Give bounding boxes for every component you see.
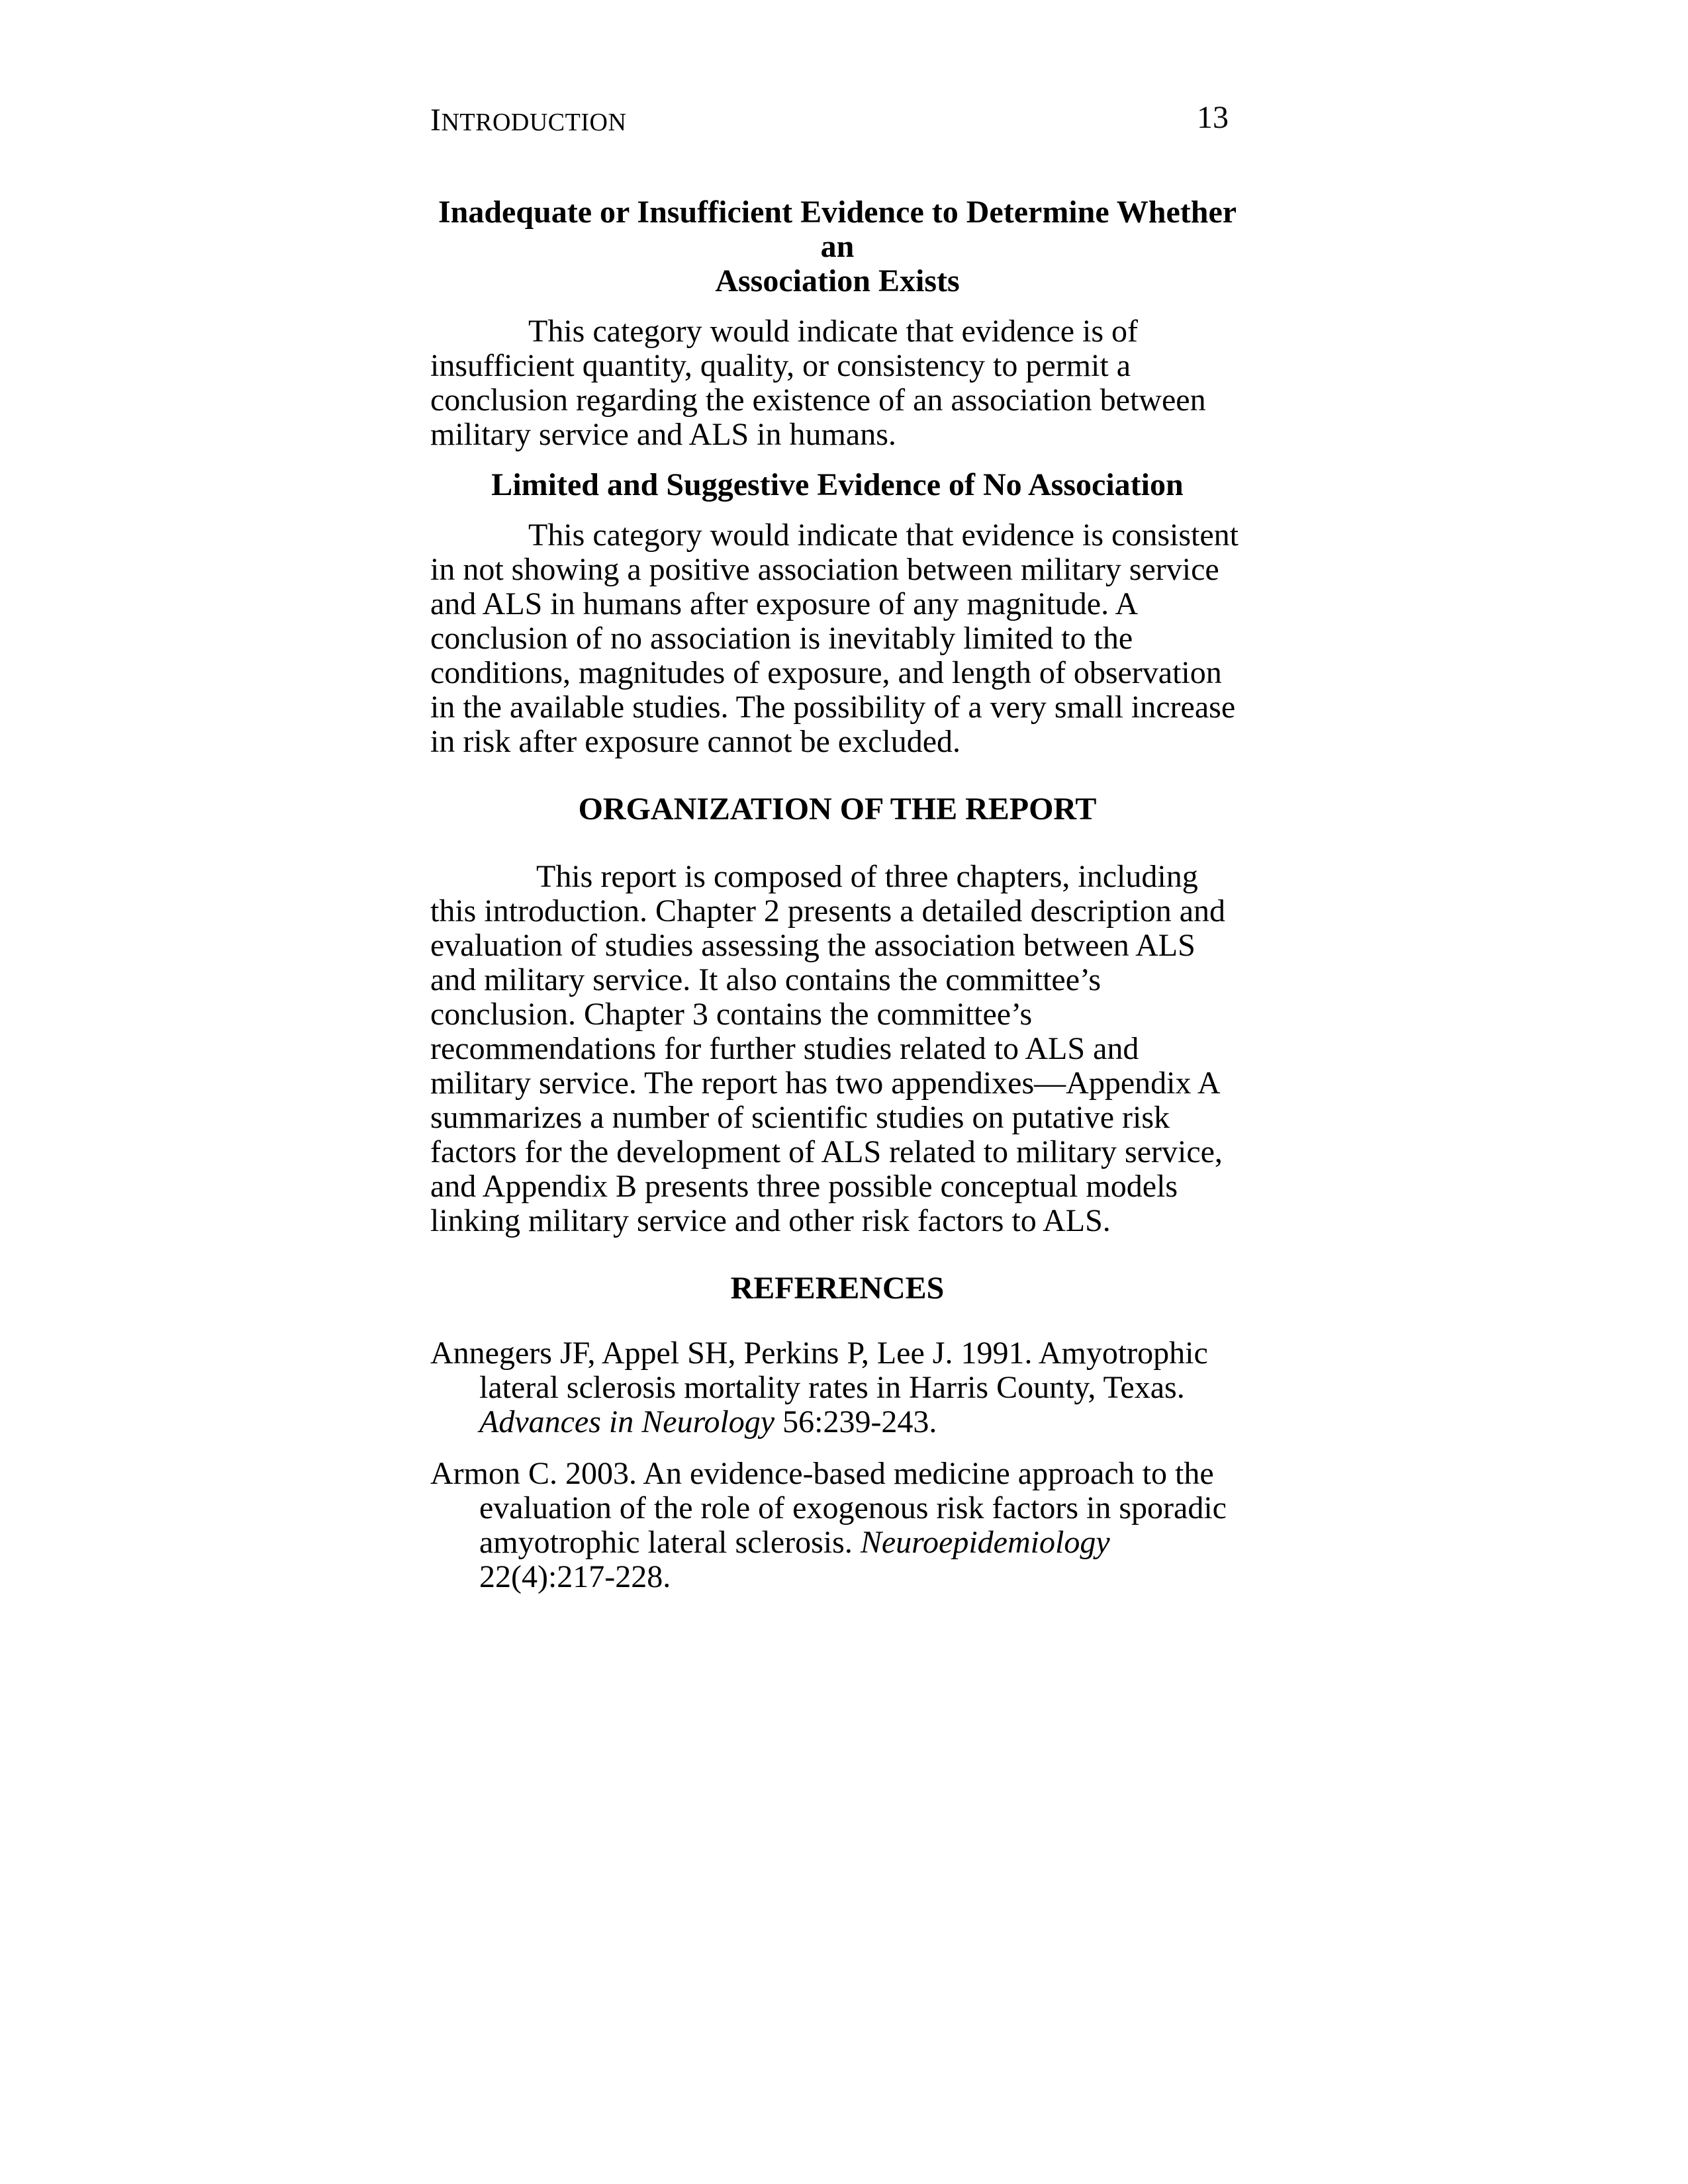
running-header-initial: I [430,103,442,138]
reference-item [430,1336,1244,1439]
reference-journal: Neuroepidemiology [860,1525,1110,1560]
reference-journal: Advances in Neurology [479,1404,775,1439]
reference-text: Armon C. 2003. An evidence-based medicine approach to the evaluation of the role of exogenous risk factors in sporadic amyotrophic lateral sclerosis. [430,1456,1227,1560]
no-association-paragraph: This category would indicate that evidence is consistent in not showing a positive association between military service and ALS in humans after exposure of any magnitude. A conclusion of no association is inevitably limited to the conditions, magnitudes of exposure, and length of observation in the available studies. The possibility of a very small increase in risk after exposure cannot be excluded. [430,518,1239,759]
page-number: 13 [1197,100,1229,135]
running-header [430,102,626,138]
insufficient-evidence-paragraph: This category would indicate that evidence is of insufficient quantity, quality, or consistency to permit a conclusion regarding the existence of an association between military service and ALS in humans. [430,314,1206,452]
insufficient-evidence-heading-line1: Inadequate or Insufficient Evidence to Determine Whether an [438,195,1237,264]
references-heading: REFERENCES [730,1271,945,1306]
reference-text: Annegers JF, Appel SH, Perkins P, Lee J. 1991. Amyotrophic lateral sclerosis mortality rates in Harris County, Texas. [430,1336,1208,1405]
reference-item [430,1457,1244,1594]
reference-citation: 56:239-243. [774,1404,937,1439]
organization-heading: ORGANIZATION OF THE REPORT [578,792,1097,827]
insufficient-evidence-heading [430,195,1244,298]
no-association-heading: Limited and Suggestive Evidence of No Association [491,467,1184,502]
organization-paragraph: This report is composed of three chapters, including this introduction. Chapter 2 presents a detailed description and evaluation of studies assessing the association between ALS and military service. It also contains the committee’s conclusion. Chapter 3 contains the committee’s recommendations for further studies related to ALS and military service. The report has two appendixes—Appendix A summarizes a number of scientific studies on putative risk factors for the development of ALS related to military service, and Appendix B presents three possible conceptual models linking military service and other risk factors to ALS. [430,859,1226,1238]
reference-citation: 22(4):217-228. [479,1559,671,1594]
reference-list [430,1336,1244,1594]
insufficient-evidence-heading-line2: Association Exists [715,263,960,298]
running-header-rest: NTRODUCTION [441,109,627,136]
page-body [430,195,1244,1594]
